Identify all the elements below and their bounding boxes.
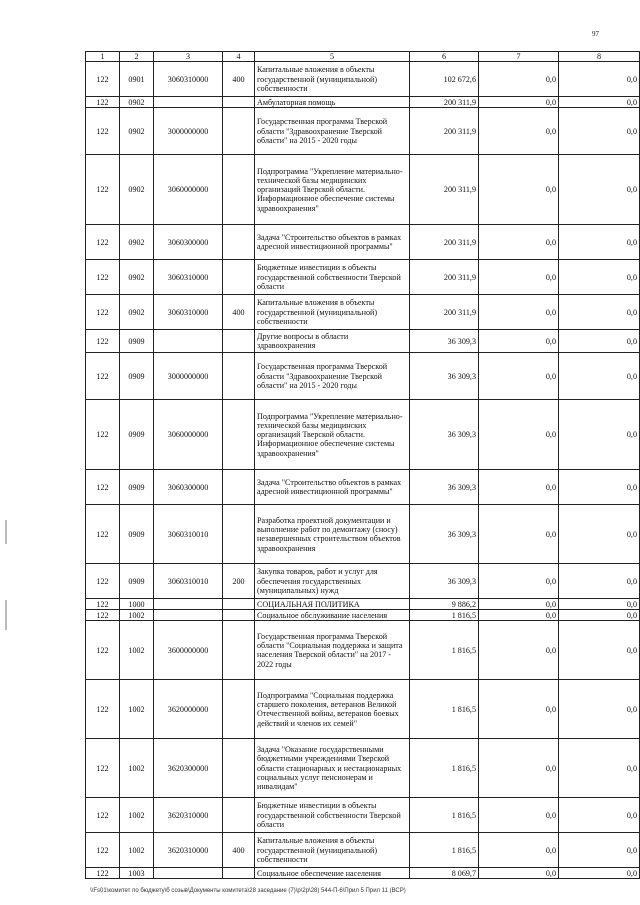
table-cell-c1: 122 [86, 470, 120, 505]
table-cell-c1: 122 [86, 400, 120, 470]
table-cell-c3: 3620310000 [154, 833, 223, 868]
table-cell-c3: 3600000000 [154, 621, 223, 680]
table-cell-c3: 3060310000 [154, 260, 223, 295]
table-cell-c8: 0,0 [559, 470, 640, 505]
table-cell-c1: 122 [86, 739, 120, 798]
table-cell-c5: Подпрограмма "Социальная поддержка старшего поколения, ветеранов Великой Отечественной войны, ветеранов боевых действий и членов их семей" [255, 680, 410, 739]
table-cell-c4 [223, 610, 255, 621]
table-cell-c1: 122 [86, 330, 120, 353]
table-cell-c5: Бюджетные инвестиции в объекты государственной собственности Тверской области [255, 260, 410, 295]
table-cell-c7: 0,0 [479, 260, 559, 295]
table-cell-c5: Задача "Строительство объектов в рамках адресной инвестиционной программы" [255, 470, 410, 505]
table-cell-c2: 0901 [120, 62, 154, 97]
table-row [86, 621, 640, 680]
table-cell-c1: 122 [86, 833, 120, 868]
table-cell-c8: 0,0 [559, 833, 640, 868]
table-cell-c3 [154, 97, 223, 108]
table-cell-c6: 36 309,3 [410, 400, 479, 470]
table-row [86, 225, 640, 260]
table-cell-c7: 0,0 [479, 868, 559, 879]
table-cell-c7: 0,0 [479, 470, 559, 505]
table-cell-c6: 200 311,9 [410, 108, 479, 155]
table-cell-c4 [223, 739, 255, 798]
table-cell-c2: 0902 [120, 97, 154, 108]
table-cell-c5: СОЦИАЛЬНАЯ ПОЛИТИКА [255, 599, 410, 610]
table-cell-c8: 0,0 [559, 400, 640, 470]
table-cell-c8: 0,0 [559, 108, 640, 155]
table-cell-c1: 122 [86, 225, 120, 260]
table-cell-c2: 1002 [120, 610, 154, 621]
table-row [86, 599, 640, 610]
table-row [86, 680, 640, 739]
table-cell-c2: 1002 [120, 621, 154, 680]
table-cell-c2: 1002 [120, 680, 154, 739]
table-cell-c2: 0902 [120, 155, 154, 225]
table-cell-c2: 1002 [120, 739, 154, 798]
table-cell-c4 [223, 353, 255, 400]
table-cell-c4 [223, 599, 255, 610]
table-cell-c1: 122 [86, 564, 120, 599]
table-cell-c4: 400 [223, 62, 255, 97]
table-cell-c6: 1 816,5 [410, 621, 479, 680]
table-cell-c5: Задача "Оказание государственными бюджетными учреждениями Тверской области стационарных и нестационарных социальных услуг пенсионерам и инвалидам" [255, 739, 410, 798]
table-cell-c6: 200 311,9 [410, 225, 479, 260]
table-cell-c8: 0,0 [559, 564, 640, 599]
table-cell-c8: 0,0 [559, 353, 640, 400]
table-cell-c2: 1002 [120, 798, 154, 833]
table-row [86, 470, 640, 505]
table-cell-c4 [223, 680, 255, 739]
table-cell-c7: 0,0 [479, 610, 559, 621]
table-cell-c8: 0,0 [559, 739, 640, 798]
table-cell-c5: Социальное обслуживание населения [255, 610, 410, 621]
table-cell-c4: 400 [223, 295, 255, 330]
column-header: 2 [120, 52, 154, 62]
table-cell-c6: 200 311,9 [410, 295, 479, 330]
table-cell-c3: 3060000000 [154, 400, 223, 470]
table-cell-c4 [223, 868, 255, 879]
table-cell-c7: 0,0 [479, 62, 559, 97]
table-cell-c6: 8 069,7 [410, 868, 479, 879]
table-cell-c6: 36 309,3 [410, 564, 479, 599]
table-cell-c2: 0902 [120, 225, 154, 260]
table-cell-c7: 0,0 [479, 97, 559, 108]
table-cell-c4 [223, 155, 255, 225]
table-cell-c4 [223, 470, 255, 505]
table-cell-c3 [154, 610, 223, 621]
table-cell-c5: Социальное обеспечение населения [255, 868, 410, 879]
table-cell-c3: 3060310010 [154, 505, 223, 564]
table-row [86, 330, 640, 353]
table-cell-c1: 122 [86, 295, 120, 330]
table-cell-c6: 1 816,5 [410, 798, 479, 833]
table-cell-c5: Подпрограмма "Укрепление материально-технической базы медицинских организаций Тверской области. Информационное обеспечение системы здравоохранения" [255, 400, 410, 470]
table-body [86, 62, 640, 879]
table-header-row [86, 52, 640, 62]
table-cell-c3: 3000000000 [154, 353, 223, 400]
table-cell-c6: 9 886,2 [410, 599, 479, 610]
table-cell-c6: 36 309,3 [410, 330, 479, 353]
table-cell-c8: 0,0 [559, 295, 640, 330]
table-cell-c8: 0,0 [559, 225, 640, 260]
table-row [86, 400, 640, 470]
table-row [86, 108, 640, 155]
scan-artifact-top [20, 4, 620, 10]
table-row [86, 564, 640, 599]
table-cell-c7: 0,0 [479, 599, 559, 610]
table-cell-c1: 122 [86, 599, 120, 610]
table-cell-c3 [154, 599, 223, 610]
table-cell-c5: Разработка проектной документации и выполнение работ по демонтажу (сносу) незавершенных строительством объектов здравоохранения [255, 505, 410, 564]
table-cell-c1: 122 [86, 798, 120, 833]
table-cell-c3: 3000000000 [154, 108, 223, 155]
table-cell-c6: 200 311,9 [410, 155, 479, 225]
column-header: 5 [255, 52, 410, 62]
table-cell-c5: Государственная программа Тверской области "Здравоохранение Тверской области" на 2015 - 2020 годы [255, 353, 410, 400]
table-cell-c1: 122 [86, 155, 120, 225]
table-cell-c5: Государственная программа Тверской области "Здравоохранение Тверской области" на 2015 - 2020 годы [255, 108, 410, 155]
table-cell-c1: 122 [86, 868, 120, 879]
table-cell-c8: 0,0 [559, 155, 640, 225]
table-cell-c7: 0,0 [479, 353, 559, 400]
table-cell-c3: 3060310000 [154, 295, 223, 330]
table-cell-c2: 1000 [120, 599, 154, 610]
table-cell-c4 [223, 97, 255, 108]
table-cell-c1: 122 [86, 260, 120, 295]
table-cell-c4 [223, 225, 255, 260]
table-cell-c6: 36 309,3 [410, 353, 479, 400]
table-row [86, 610, 640, 621]
table-cell-c2: 0909 [120, 353, 154, 400]
column-header: 8 [559, 52, 640, 62]
table-cell-c8: 0,0 [559, 610, 640, 621]
table-cell-c4 [223, 108, 255, 155]
table-cell-c4 [223, 260, 255, 295]
table-cell-c5: Амбулаторная помощь [255, 97, 410, 108]
table-cell-c8: 0,0 [559, 260, 640, 295]
table-row [86, 833, 640, 868]
table-cell-c8: 0,0 [559, 505, 640, 564]
table-cell-c2: 0909 [120, 505, 154, 564]
table-row [86, 260, 640, 295]
table-cell-c7: 0,0 [479, 798, 559, 833]
table-row [86, 739, 640, 798]
table-row [86, 155, 640, 225]
table-cell-c6: 1 816,5 [410, 610, 479, 621]
table-cell-c4 [223, 621, 255, 680]
table-cell-c8: 0,0 [559, 680, 640, 739]
table-cell-c3 [154, 330, 223, 353]
table-cell-c3: 3060310000 [154, 62, 223, 97]
table-cell-c5: Капитальные вложения в объекты государственной (муниципальной) собственности [255, 295, 410, 330]
column-header: 1 [86, 52, 120, 62]
table-cell-c6: 1 816,5 [410, 680, 479, 739]
table-cell-c8: 0,0 [559, 330, 640, 353]
table-cell-c1: 122 [86, 62, 120, 97]
table-cell-c4 [223, 400, 255, 470]
table-cell-c1: 122 [86, 680, 120, 739]
table-cell-c2: 0909 [120, 330, 154, 353]
column-header: 3 [154, 52, 223, 62]
table-cell-c3: 3620300000 [154, 739, 223, 798]
column-header: 4 [223, 52, 255, 62]
table-cell-c5: Капитальные вложения в объекты государственной (муниципальной) собственности [255, 833, 410, 868]
table-cell-c5: Подпрограмма "Укрепление материально-технической базы медицинских организаций Тверской области. Информационное обеспечение системы здравоохранения" [255, 155, 410, 225]
table-cell-c3: 3060310010 [154, 564, 223, 599]
table-cell-c7: 0,0 [479, 680, 559, 739]
table-cell-c1: 122 [86, 97, 120, 108]
table-cell-c5: Бюджетные инвестиции в объекты государственной собственности Тверской области [255, 798, 410, 833]
column-header: 7 [479, 52, 559, 62]
table-cell-c7: 0,0 [479, 833, 559, 868]
table-cell-c2: 0909 [120, 400, 154, 470]
file-path-footer: \\Fs01\комитет по бюджету\б созыв\Документы комитета\28 заседание (7)\р\2р\28) 544-П-6\Прил 5 Прил 11 (ВСР) [90, 888, 406, 894]
table-cell-c7: 0,0 [479, 400, 559, 470]
table-cell-c3: 3060300000 [154, 225, 223, 260]
table-cell-c5: Государственная программа Тверской области "Социальная поддержка и защита населения Тверской области" на 2017 - 2022 годы [255, 621, 410, 680]
table-row [86, 62, 640, 97]
table-cell-c2: 0902 [120, 108, 154, 155]
table-cell-c6: 1 816,5 [410, 739, 479, 798]
table-cell-c2: 0909 [120, 470, 154, 505]
table-cell-c1: 122 [86, 505, 120, 564]
table-cell-c5: Задача "Строительство объектов в рамках адресной инвестиционной программы" [255, 225, 410, 260]
table-cell-c6: 1 816,5 [410, 833, 479, 868]
table-cell-c7: 0,0 [479, 739, 559, 798]
table-row [86, 868, 640, 879]
table-cell-c6: 36 309,3 [410, 470, 479, 505]
table-cell-c2: 1003 [120, 868, 154, 879]
table-cell-c2: 0909 [120, 564, 154, 599]
table-cell-c4 [223, 798, 255, 833]
table-cell-c6: 200 311,9 [410, 97, 479, 108]
table-cell-c3: 3620310000 [154, 798, 223, 833]
table-cell-c4: 400 [223, 833, 255, 868]
table-cell-c8: 0,0 [559, 621, 640, 680]
table-cell-c3: 3060000000 [154, 155, 223, 225]
table-cell-c7: 0,0 [479, 621, 559, 680]
table-cell-c7: 0,0 [479, 155, 559, 225]
table-cell-c1: 122 [86, 353, 120, 400]
table-cell-c5: Другие вопросы в области здравоохранения [255, 330, 410, 353]
table-cell-c3: 3620000000 [154, 680, 223, 739]
table-cell-c8: 0,0 [559, 798, 640, 833]
table-cell-c7: 0,0 [479, 225, 559, 260]
scan-artifact-left [5, 600, 7, 630]
table-cell-c6: 36 309,3 [410, 505, 479, 564]
table-cell-c4 [223, 505, 255, 564]
table-cell-c7: 0,0 [479, 108, 559, 155]
table-cell-c7: 0,0 [479, 505, 559, 564]
table-cell-c1: 122 [86, 610, 120, 621]
table-cell-c4: 200 [223, 564, 255, 599]
table-cell-c3 [154, 868, 223, 879]
table-cell-c8: 0,0 [559, 868, 640, 879]
table-cell-c8: 0,0 [559, 62, 640, 97]
table-row [86, 505, 640, 564]
table-cell-c1: 122 [86, 108, 120, 155]
table-cell-c1: 122 [86, 621, 120, 680]
table-cell-c8: 0,0 [559, 97, 640, 108]
table-cell-c4 [223, 330, 255, 353]
table-cell-c7: 0,0 [479, 564, 559, 599]
table-cell-c6: 102 672,6 [410, 62, 479, 97]
table-cell-c2: 1002 [120, 833, 154, 868]
table-row [86, 798, 640, 833]
table-cell-c2: 0902 [120, 295, 154, 330]
table-row [86, 97, 640, 108]
budget-table [85, 51, 640, 879]
table-cell-c7: 0,0 [479, 295, 559, 330]
table-cell-c2: 0902 [120, 260, 154, 295]
table-cell-c5: Капитальные вложения в объекты государственной (муниципальной) собственности [255, 62, 410, 97]
table-cell-c8: 0,0 [559, 599, 640, 610]
column-header: 6 [410, 52, 479, 62]
page-number: 97 [592, 30, 599, 38]
scan-artifact-left [5, 520, 7, 544]
table-cell-c5: Закупка товаров, работ и услуг для обеспечения государственных (муниципальных) нужд [255, 564, 410, 599]
table-cell-c6: 200 311,9 [410, 260, 479, 295]
table-row [86, 353, 640, 400]
table-cell-c7: 0,0 [479, 330, 559, 353]
table-cell-c3: 3060300000 [154, 470, 223, 505]
table-row [86, 295, 640, 330]
